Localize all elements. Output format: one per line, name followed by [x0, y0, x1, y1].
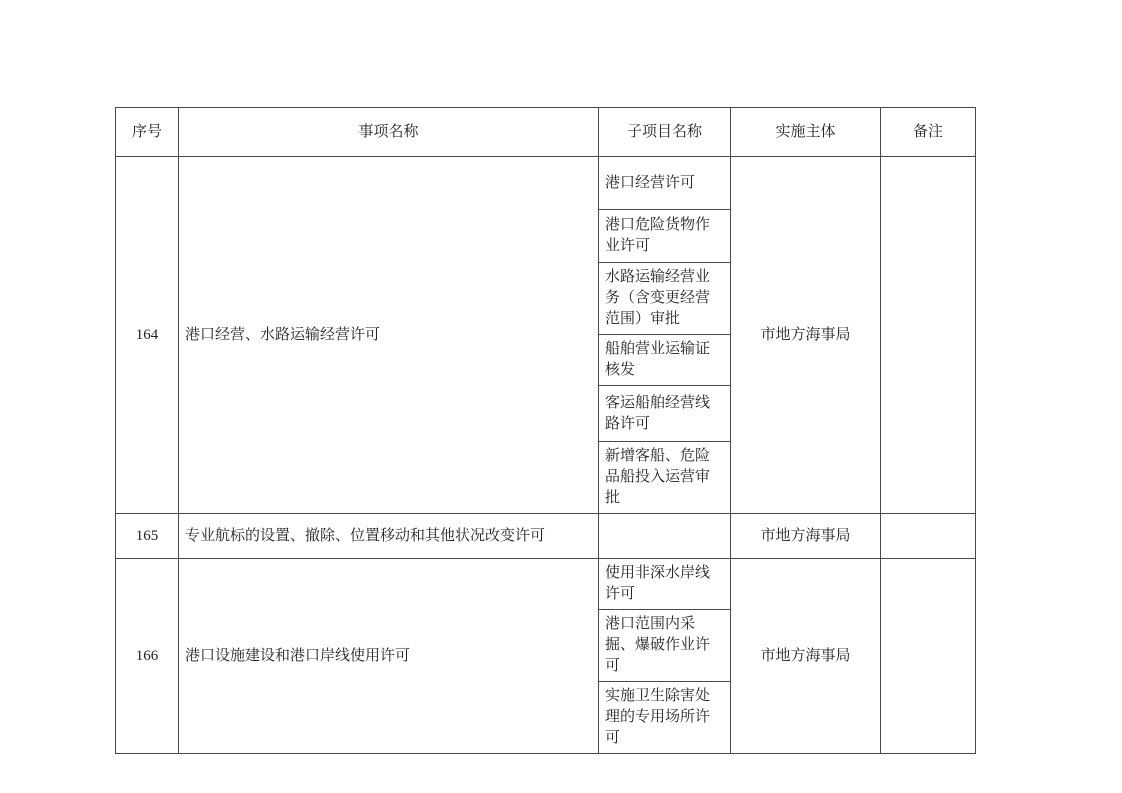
- header-cell-item-name: 事项名称: [179, 108, 599, 157]
- subproject-cell: 船舶营业运输证核发: [599, 335, 731, 386]
- subproject-cell: 港口范围内采掘、爆破作业许可: [599, 610, 731, 682]
- header-row: [116, 108, 976, 157]
- remark-cell: [881, 157, 976, 514]
- header-cell-remarks: 备注: [881, 108, 976, 157]
- subproject-cell: 新增客船、危险品船投入运营审批: [599, 442, 731, 514]
- item-name: 专业航标的设置、撤除、位置移动和其他状况改变许可: [179, 514, 599, 559]
- approval-items-table: [115, 107, 976, 754]
- implementing-body-cell: 市地方海事局: [731, 514, 881, 559]
- subproject-cell: 港口危险货物作业许可: [599, 210, 731, 263]
- subproject-cell: 水路运输经营业务（含变更经营范围）审批: [599, 263, 731, 335]
- implementing-body-cell: 市地方海事局: [731, 559, 881, 754]
- item-name: 港口经营、水路运输经营许可: [179, 157, 599, 514]
- subproject-cell: 实施卫生除害处理的专用场所许可: [599, 682, 731, 754]
- remark-cell: [881, 514, 976, 559]
- subproject-cell: 客运船舶经营线路许可: [599, 386, 731, 442]
- implementing-body-cell: 市地方海事局: [731, 157, 881, 514]
- item-name: 港口设施建设和港口岸线使用许可: [179, 559, 599, 754]
- table-row: [116, 514, 976, 559]
- serial-number: 166: [116, 559, 179, 754]
- header-cell-implementing-body: 实施主体: [731, 108, 881, 157]
- table-row: [116, 157, 976, 210]
- serial-number: 165: [116, 514, 179, 559]
- subproject-cell: [599, 514, 731, 559]
- header-cell-serial-number: 序号: [116, 108, 179, 157]
- subproject-cell: 使用非深水岸线许可: [599, 559, 731, 610]
- subproject-cell: 港口经营许可: [599, 157, 731, 210]
- table-row: [116, 559, 976, 610]
- remark-cell: [881, 559, 976, 754]
- header-cell-subproject-name: 子项目名称: [599, 108, 731, 157]
- serial-number: 164: [116, 157, 179, 514]
